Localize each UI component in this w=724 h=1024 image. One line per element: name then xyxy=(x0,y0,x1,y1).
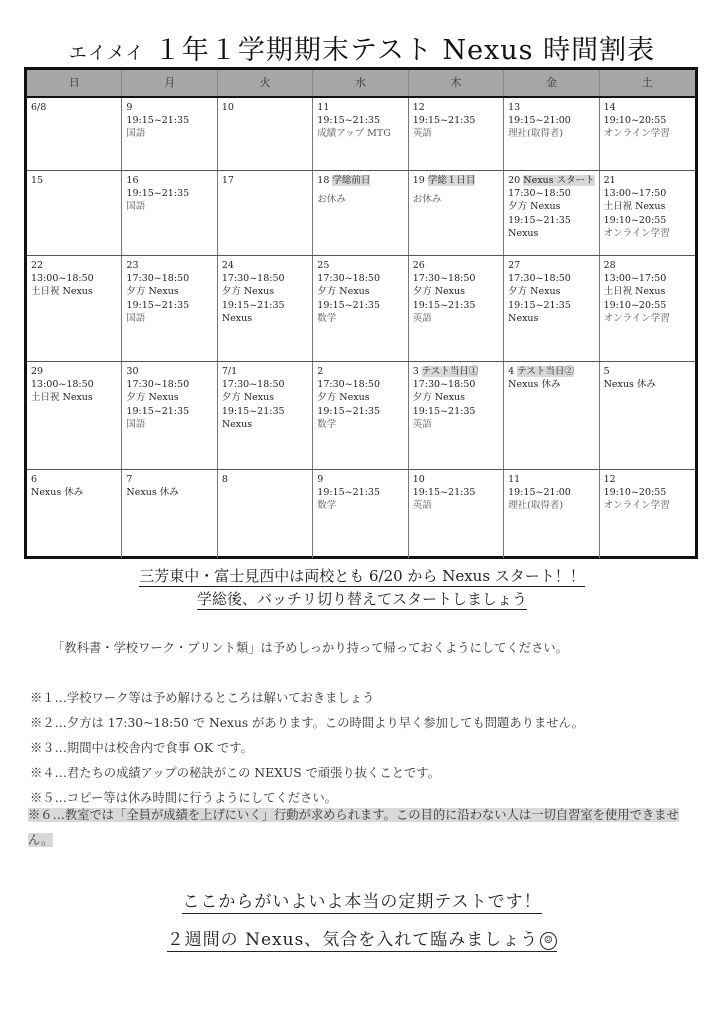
schedule-line: 19:15~21:00 xyxy=(508,115,571,127)
day-event-label: 学総１日目 xyxy=(427,175,476,186)
day-event-label: テスト当日① xyxy=(421,366,479,377)
schedule-line: 19:10~20:55 xyxy=(603,487,667,499)
schedule-line: Nexus 休み xyxy=(603,379,656,391)
day-number: 10 xyxy=(221,102,234,113)
schedule-line: Nexus xyxy=(508,227,539,239)
instruction-text: 「教科書・学校ワーク・プリント類」は予めしっかり持って帰っておくようにしてください。 xyxy=(52,641,568,655)
notice-line-2: 学総後、バッチリ切り替えてスタートしましょう xyxy=(196,590,527,608)
day-number: 9 xyxy=(317,474,324,485)
schedule-line: 19:15~21:35 xyxy=(412,487,476,499)
day-number: 5 xyxy=(603,366,610,377)
schedule-line: Nexus 休み xyxy=(126,487,179,499)
day-cell xyxy=(313,98,408,170)
schedule-line: 夕方 Nexus xyxy=(508,201,561,213)
weekday-header: 金 xyxy=(504,70,599,96)
day-number: 29 xyxy=(31,366,44,377)
day-cell xyxy=(313,256,408,361)
schedule-line: 19:15~21:35 xyxy=(126,188,190,200)
day-cell xyxy=(600,171,695,255)
day-cell xyxy=(27,171,122,255)
day-cell xyxy=(122,98,217,170)
schedule-line: 夕方 Nexus xyxy=(221,392,275,404)
schedule-line: 17:30~18:50 xyxy=(221,273,285,285)
schedule-line: 夕方 Nexus xyxy=(126,286,179,298)
schedule-line: お休み xyxy=(317,194,346,206)
day-number: 17 xyxy=(221,175,234,186)
week-row xyxy=(27,470,695,558)
closing-line-2: ２週間の Nexus、気合を入れて臨みましょう ☺ xyxy=(0,925,724,950)
schedule-line: 19:15~21:35 xyxy=(412,405,476,417)
day-cell xyxy=(313,470,408,558)
schedule-line: 夕方 Nexus xyxy=(508,286,561,298)
schedule-line: 17:30~18:50 xyxy=(412,273,476,285)
day-cell xyxy=(27,362,122,469)
schedule-line: 夕方 Nexus xyxy=(126,392,179,404)
weekday-header: 月 xyxy=(122,70,217,96)
schedule-line: 数学 xyxy=(317,500,337,512)
note-2: ※２…夕方は 17:30~18:50 で Nexus があります。この時間より早く参加しても問題ありません。 xyxy=(30,716,584,730)
day-number: 24 xyxy=(221,260,234,271)
schedule-line: Nexus xyxy=(221,418,253,430)
schedule-line: 19:15~21:35 xyxy=(126,299,190,311)
schedule-line: 17:30~18:50 xyxy=(221,379,285,391)
weekday-header: 火 xyxy=(218,70,313,96)
schedule-line: 成績アップ MTG xyxy=(317,128,391,140)
day-cell xyxy=(504,256,599,361)
schedule-line: 17:30~18:50 xyxy=(317,379,380,391)
day-number: 6/8 xyxy=(31,102,47,113)
day-cell xyxy=(313,171,408,255)
day-number: 7 xyxy=(126,474,133,485)
schedule-line: 英語 xyxy=(412,418,432,430)
note-3: ※３…期間中は校舎内で食事 OK です。 xyxy=(30,741,253,755)
schedule-line: 19:15~21:35 xyxy=(317,115,380,127)
weekday-header: 日 xyxy=(27,70,122,96)
week-row xyxy=(27,256,695,362)
schedule-line: 土日祝 Nexus xyxy=(603,286,666,298)
day-number: 15 xyxy=(31,175,44,186)
title-main: １年１学期期末テスト Nexus 時間割表 xyxy=(153,35,656,66)
schedule-line: 19:15~21:00 xyxy=(508,487,571,499)
title-prefix: エイメイ xyxy=(68,43,145,64)
day-cell xyxy=(218,171,313,255)
schedule-line: 19:15~21:35 xyxy=(221,405,285,417)
closing-line-1: ここからがいよいよ本当の定期テストです！ xyxy=(182,892,542,912)
schedule-line: 17:30~18:50 xyxy=(126,273,190,285)
day-number: 14 xyxy=(603,102,616,113)
schedule-line: Nexus 休み xyxy=(508,379,561,391)
day-cell xyxy=(504,470,599,558)
note-4: ※４…君たちの成績アップの秘訣がこの NEXUS で頑張り抜くことです。 xyxy=(30,766,440,780)
schedule-line: オンライン学習 xyxy=(603,500,670,512)
schedule-line: 土日祝 Nexus xyxy=(603,201,666,213)
day-cell xyxy=(409,171,504,255)
schedule-line: 19:15~21:35 xyxy=(508,214,571,226)
schedule-line: 13:00~17:50 xyxy=(603,273,667,285)
schedule-line: 17:30~18:50 xyxy=(126,379,190,391)
schedule-line: オンライン学習 xyxy=(603,128,670,140)
schedule-line: 数学 xyxy=(317,312,337,324)
day-number: 16 xyxy=(126,175,139,186)
schedule-line: 19:15~21:35 xyxy=(412,115,476,127)
day-number: 20 xyxy=(508,175,521,186)
schedule-line: 英語 xyxy=(412,500,432,512)
schedule-line: 13:00~18:50 xyxy=(31,379,94,391)
schedule-line: 19:15~21:35 xyxy=(126,405,190,417)
day-number: 19 xyxy=(412,175,425,186)
schedule-line: 19:15~21:35 xyxy=(126,115,190,127)
day-number: 4 xyxy=(508,366,515,377)
schedule-line: Nexus xyxy=(508,312,539,324)
day-number: 6 xyxy=(31,474,38,485)
day-number: 22 xyxy=(31,260,44,271)
day-number: 23 xyxy=(126,260,139,271)
schedule-line: 夕方 Nexus xyxy=(412,286,466,298)
day-cell xyxy=(600,470,695,558)
schedule-line: 19:10~20:55 xyxy=(603,299,667,311)
day-number: 9 xyxy=(126,102,133,113)
schedule-line: 国語 xyxy=(126,312,146,324)
day-cell xyxy=(504,171,599,255)
day-number: 25 xyxy=(317,260,330,271)
note-5: ※５…コピー等は休み時間に行うようにしてください。 xyxy=(30,791,337,805)
schedule-line: 国語 xyxy=(126,201,146,213)
day-number: 3 xyxy=(412,366,419,377)
schedule-line: 土日祝 Nexus xyxy=(31,286,93,298)
schedule-line: 19:15~21:35 xyxy=(508,299,571,311)
day-cell xyxy=(409,256,504,361)
day-cell xyxy=(27,256,122,361)
schedule-line: 数学 xyxy=(317,418,337,430)
day-number: 21 xyxy=(603,175,616,186)
schedule-line: 17:30~18:50 xyxy=(508,188,571,200)
calendar-body xyxy=(27,98,695,558)
day-number: 30 xyxy=(126,366,139,377)
day-cell xyxy=(122,470,217,558)
weekday-header: 土 xyxy=(641,76,653,89)
day-number: 26 xyxy=(412,260,425,271)
week-row xyxy=(27,98,695,171)
day-cell xyxy=(218,470,313,558)
schedule-line: お休み xyxy=(412,194,442,206)
schedule-line: 19:10~20:55 xyxy=(603,214,667,226)
day-number: 10 xyxy=(412,474,425,485)
smiley-icon: ☺ xyxy=(540,932,557,950)
week-row xyxy=(27,362,695,470)
day-cell xyxy=(218,362,313,469)
day-cell xyxy=(122,256,217,361)
notice-line-1: 三芳東中・富士見西中は両校とも 6/20 から Nexus スタート！！ xyxy=(139,567,585,585)
day-cell xyxy=(218,98,313,170)
day-event-label: 学総前日 xyxy=(332,175,371,186)
day-number: 11 xyxy=(317,102,330,113)
schedule-line: 国語 xyxy=(126,418,146,430)
note-6: ※６…教室では「全員が成績を上げにいく」行動が求められます。この目的に沿わない人は一切自習室を使用できません。 xyxy=(28,808,679,847)
day-cell xyxy=(600,98,695,170)
schedule-line: 夕方 Nexus xyxy=(317,286,370,298)
schedule-line: 理社(取得者) xyxy=(508,500,564,512)
day-number: 12 xyxy=(603,474,616,485)
day-cell xyxy=(409,362,504,469)
day-cell xyxy=(504,362,599,469)
note-1: ※１…学校ワーク等は予め解けるところは解いておきましょう xyxy=(30,691,375,705)
schedule-line: 国語 xyxy=(126,128,146,140)
day-number: 7/1 xyxy=(221,366,238,377)
day-cell xyxy=(600,362,695,469)
schedule-line: 13:00~17:50 xyxy=(603,188,667,200)
calendar-table xyxy=(24,67,698,559)
schedule-line: 19:15~21:35 xyxy=(317,405,380,417)
day-cell xyxy=(27,98,122,170)
day-event-label: テスト当日② xyxy=(517,366,574,377)
schedule-line: 19:15~21:35 xyxy=(412,299,476,311)
week-row xyxy=(27,171,695,256)
schedule-line: 19:15~21:35 xyxy=(221,299,285,311)
day-number: 12 xyxy=(412,102,425,113)
schedule-line: 19:15~21:35 xyxy=(317,487,380,499)
schedule-line: オンライン学習 xyxy=(603,312,670,324)
day-number: 11 xyxy=(508,474,521,485)
weekday-header: 木 xyxy=(409,70,504,96)
schedule-line: 英語 xyxy=(412,312,432,324)
day-number: 28 xyxy=(603,260,616,271)
weekday-header-row xyxy=(27,70,695,98)
schedule-line: 19:10~20:55 xyxy=(603,115,667,127)
schedule-line: 17:30~18:50 xyxy=(317,273,380,285)
schedule-line: 夕方 Nexus xyxy=(221,286,275,298)
day-cell xyxy=(218,256,313,361)
schedule-line: Nexus 休み xyxy=(31,487,84,499)
schedule-line: 土日祝 Nexus xyxy=(31,392,93,404)
schedule-line: 英語 xyxy=(412,128,432,140)
schedule-line: Nexus xyxy=(221,312,253,324)
day-cell xyxy=(122,362,217,469)
schedule-line: オンライン学習 xyxy=(603,227,670,239)
day-event-label: Nexus スタート xyxy=(523,175,595,186)
day-cell xyxy=(409,98,504,170)
day-number: 2 xyxy=(317,366,324,377)
weekday-header: 水 xyxy=(313,70,408,96)
schedule-line: 理社(取得者) xyxy=(508,128,564,140)
day-number: 27 xyxy=(508,260,521,271)
schedule-line: 夕方 Nexus xyxy=(412,392,466,404)
schedule-line: 13:00~18:50 xyxy=(31,273,94,285)
schedule-line: 19:15~21:35 xyxy=(317,299,380,311)
schedule-line: 夕方 Nexus xyxy=(317,392,370,404)
schedule-line: 17:30~18:50 xyxy=(508,273,571,285)
day-number: 8 xyxy=(221,474,228,485)
day-cell xyxy=(504,98,599,170)
day-number: 18 xyxy=(317,175,330,186)
day-cell xyxy=(122,171,217,255)
schedule-line: 17:30~18:50 xyxy=(412,379,476,391)
day-cell xyxy=(27,470,122,558)
day-number: 13 xyxy=(508,102,521,113)
day-cell xyxy=(409,470,504,558)
day-cell xyxy=(600,256,695,361)
page-title xyxy=(0,28,724,67)
day-cell xyxy=(313,362,408,469)
